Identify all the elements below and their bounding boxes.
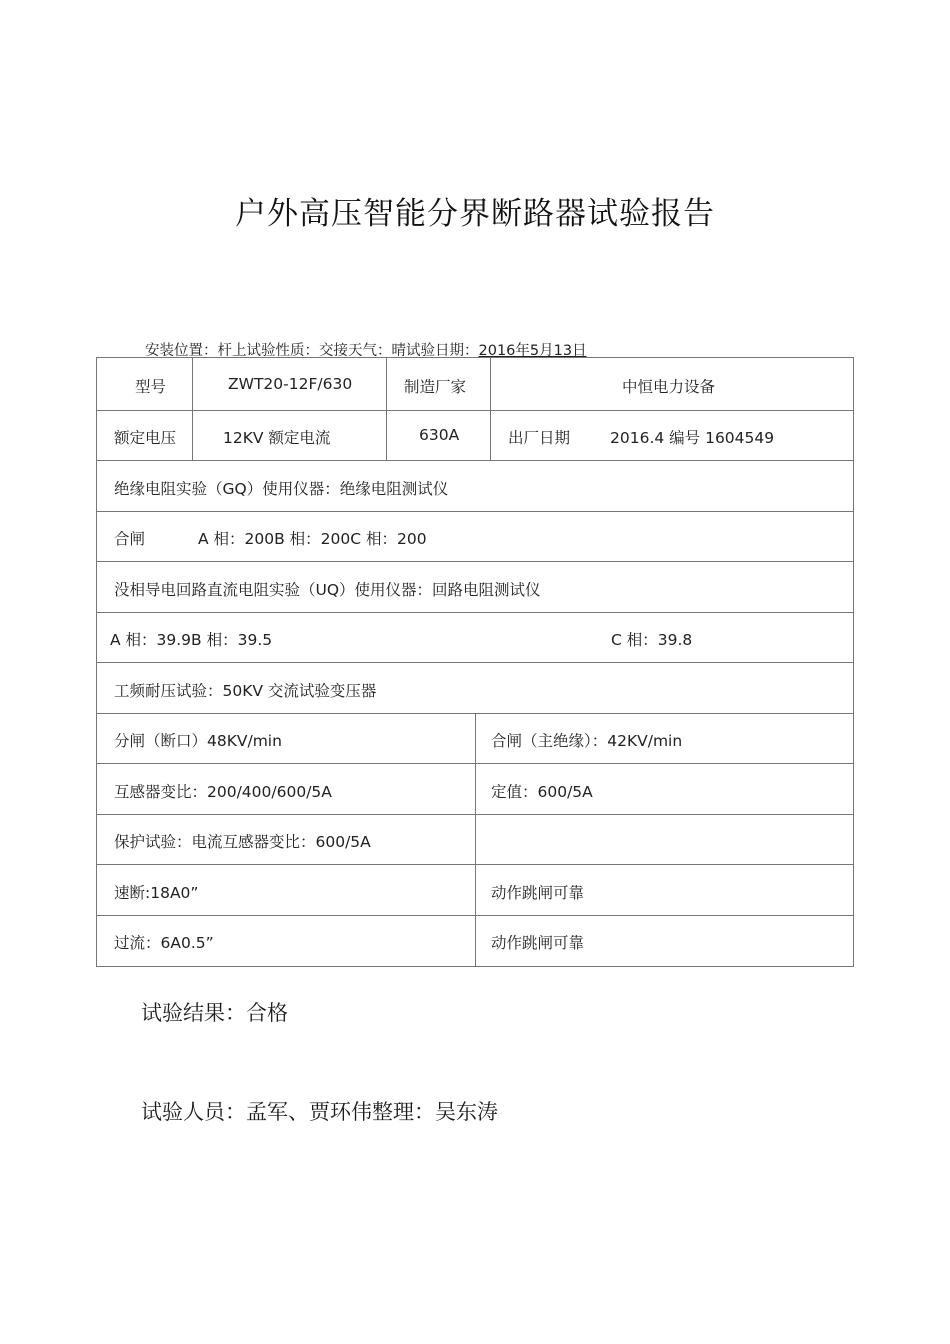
col-divider <box>386 358 387 460</box>
maker-value: 中恒电力设备 <box>622 378 716 396</box>
maker-label: 制造厂家 <box>404 378 467 396</box>
power-frequency-heading: 工频耐压试验：50KV 交流试验变压器 <box>114 682 377 700</box>
info-prefix: 安装位置：杆上试验性质：交接天气：晴试验日期： <box>145 343 479 359</box>
rated-voltage-label: 额定电压 <box>114 429 177 447</box>
open-break-value: 分闸（断口）48KV/min <box>114 732 282 750</box>
close-main-insulation-value: 合闸（主绝缘）：42KV/min <box>491 732 683 750</box>
dc-resistance-heading: 没相导电回路直流电阻实验（UQ）使用仪器：回路电阻测试仪 <box>114 581 541 599</box>
row-divider <box>97 612 853 613</box>
manufacture-date-serial: 2016.4 编号 1604549 <box>610 429 775 447</box>
protection-heading: 保护试验：电流互感器变比：600/5A <box>114 833 371 851</box>
row-divider <box>97 511 853 512</box>
model-value: ZWT20-12F/630 <box>228 375 353 393</box>
report-table <box>96 357 854 967</box>
row-divider <box>97 410 853 411</box>
row-divider <box>97 460 853 461</box>
row-divider <box>97 561 853 562</box>
test-personnel: 试验人员：孟军、贾环伟整理：吴东涛 <box>141 1100 498 1124</box>
col-divider <box>192 358 193 460</box>
model-label: 型号 <box>135 378 167 396</box>
quick-break-result: 动作跳闸可靠 <box>491 884 585 902</box>
phase-c-value: C 相：39.8 <box>611 631 693 649</box>
insulation-heading: 绝缘电阻实验（GQ）使用仪器：绝缘电阻测试仪 <box>114 480 449 498</box>
manufacture-date-label: 出厂日期 <box>508 429 571 447</box>
col-divider <box>475 713 476 966</box>
quick-break-value: 速断:18A0” <box>114 884 199 902</box>
report-title: 户外高压智能分界断路器试验报告 <box>235 196 715 232</box>
test-date: 2016年5月13日 <box>478 343 587 359</box>
rated-voltage-value: 12KV 额定电流 <box>223 429 331 447</box>
overcurrent-value: 过流：6A0.5” <box>114 934 214 952</box>
phase-ab-values: A 相：39.9B 相：39.5 <box>110 631 273 649</box>
col-divider <box>490 358 491 460</box>
overcurrent-result: 动作跳闸可靠 <box>491 934 585 952</box>
setting-value: 定值：600/5A <box>491 783 593 801</box>
close-values: A 相：200B 相：200C 相：200 <box>198 530 427 548</box>
ct-ratio-value: 互感器变比：200/400/600/5A <box>114 783 332 801</box>
close-label: 合闸 <box>114 530 146 548</box>
row-divider <box>97 662 853 663</box>
rated-current-value: 630A <box>419 426 460 444</box>
test-result: 试验结果：合格 <box>141 1001 288 1025</box>
